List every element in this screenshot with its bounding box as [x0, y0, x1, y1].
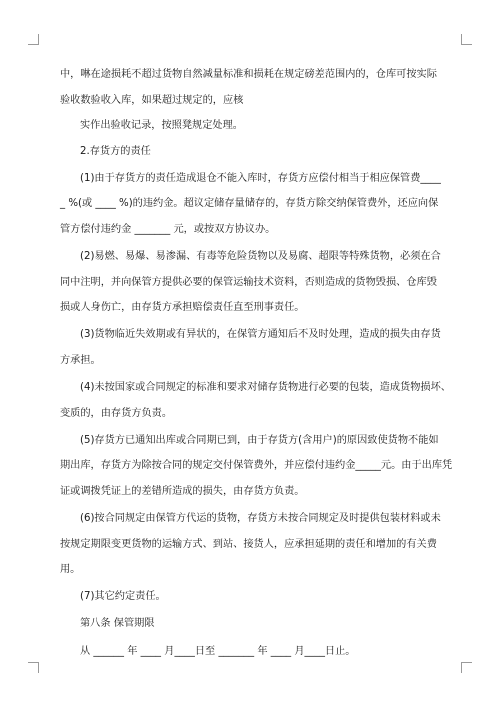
text-line: 损或人身伤亡，由存货方承担赔偿责任直至刑事责任。: [60, 302, 305, 314]
text-line: 同中注明，并向保管方提供必要的保管运输技术资料，否则造成的货物毁损、仓库毁: [60, 276, 437, 288]
date-range-line: 从 ______ 年 ____ 月____日至 _______ 年 ____ 月____日止。: [80, 645, 356, 657]
crop-mark-bottom-left: [28, 662, 39, 673]
text-line: 用。: [60, 564, 81, 576]
crop-mark-top-left: [28, 34, 39, 45]
crop-mark-top-right: [461, 34, 472, 45]
text-line: (3)货物临近失效期或有异状的，在保管方通知后不及时处理，造成的损失由存货: [80, 329, 441, 341]
text-line: (1)由于存货方的责任造成退仓不能入库时，存货方应偿付相当于相应保管费____: [80, 172, 441, 184]
text-line: (6)按合同规定由保管方代运的货物，存货方未按合同规定及时提供包装材料或未: [80, 513, 441, 525]
text-line: 期出库，存货方为除按合同的规定交付保管费外，并应偿付违约金_____元。由于出库凭: [60, 460, 453, 472]
text-line: 变质的，由存货方负责。: [60, 407, 173, 419]
text-line: 中，啉在途损耗不超过货物自然减量标准和损耗在规定磅差范围内的，仓库可按实际: [60, 69, 437, 80]
text-line: 实作出验收记录，按照凳规定处理。: [80, 120, 243, 132]
article-heading: 第八条 保管期限: [80, 618, 155, 630]
text-line: _ %(或 ____ %)的违约金。超议定储存量储存的，存货方除交纳保管费外，还应向保: [60, 198, 439, 210]
section-heading: 2.存货方的责任: [80, 145, 151, 157]
contract-body: [60, 62, 453, 664]
text-line: 方承担。: [60, 355, 101, 367]
text-line: 验收数验收入库，如果超过规定的，应核: [60, 94, 244, 106]
text-line: 按规定期限变更货物的运输方式、到站、接货人，应承担延期的责任和增加的有关费: [60, 538, 437, 550]
text-line: (2)易燃、易爆、易渗漏、有毒等危险货物以及易腐、超限等特殊货物，必须在合: [80, 251, 441, 263]
text-line: 管方偿付违约金 _______ 元，或按双方协议办。: [60, 224, 276, 236]
crop-mark-bottom-right: [461, 662, 472, 673]
text-line: (7)其它约定责任。: [80, 591, 166, 603]
text-line: (5)存货方已通知出库或合同期已到，由于存货方(含用户)的原因致使货物不能如: [80, 434, 439, 446]
text-line: (4)未按国家或合同规定的标准和要求对储存货物进行必要的包装，造成货物损坏、: [80, 382, 451, 394]
text-line: 证或调拨凭证上的差错所造成的损失，由存货方负责。: [60, 486, 305, 497]
